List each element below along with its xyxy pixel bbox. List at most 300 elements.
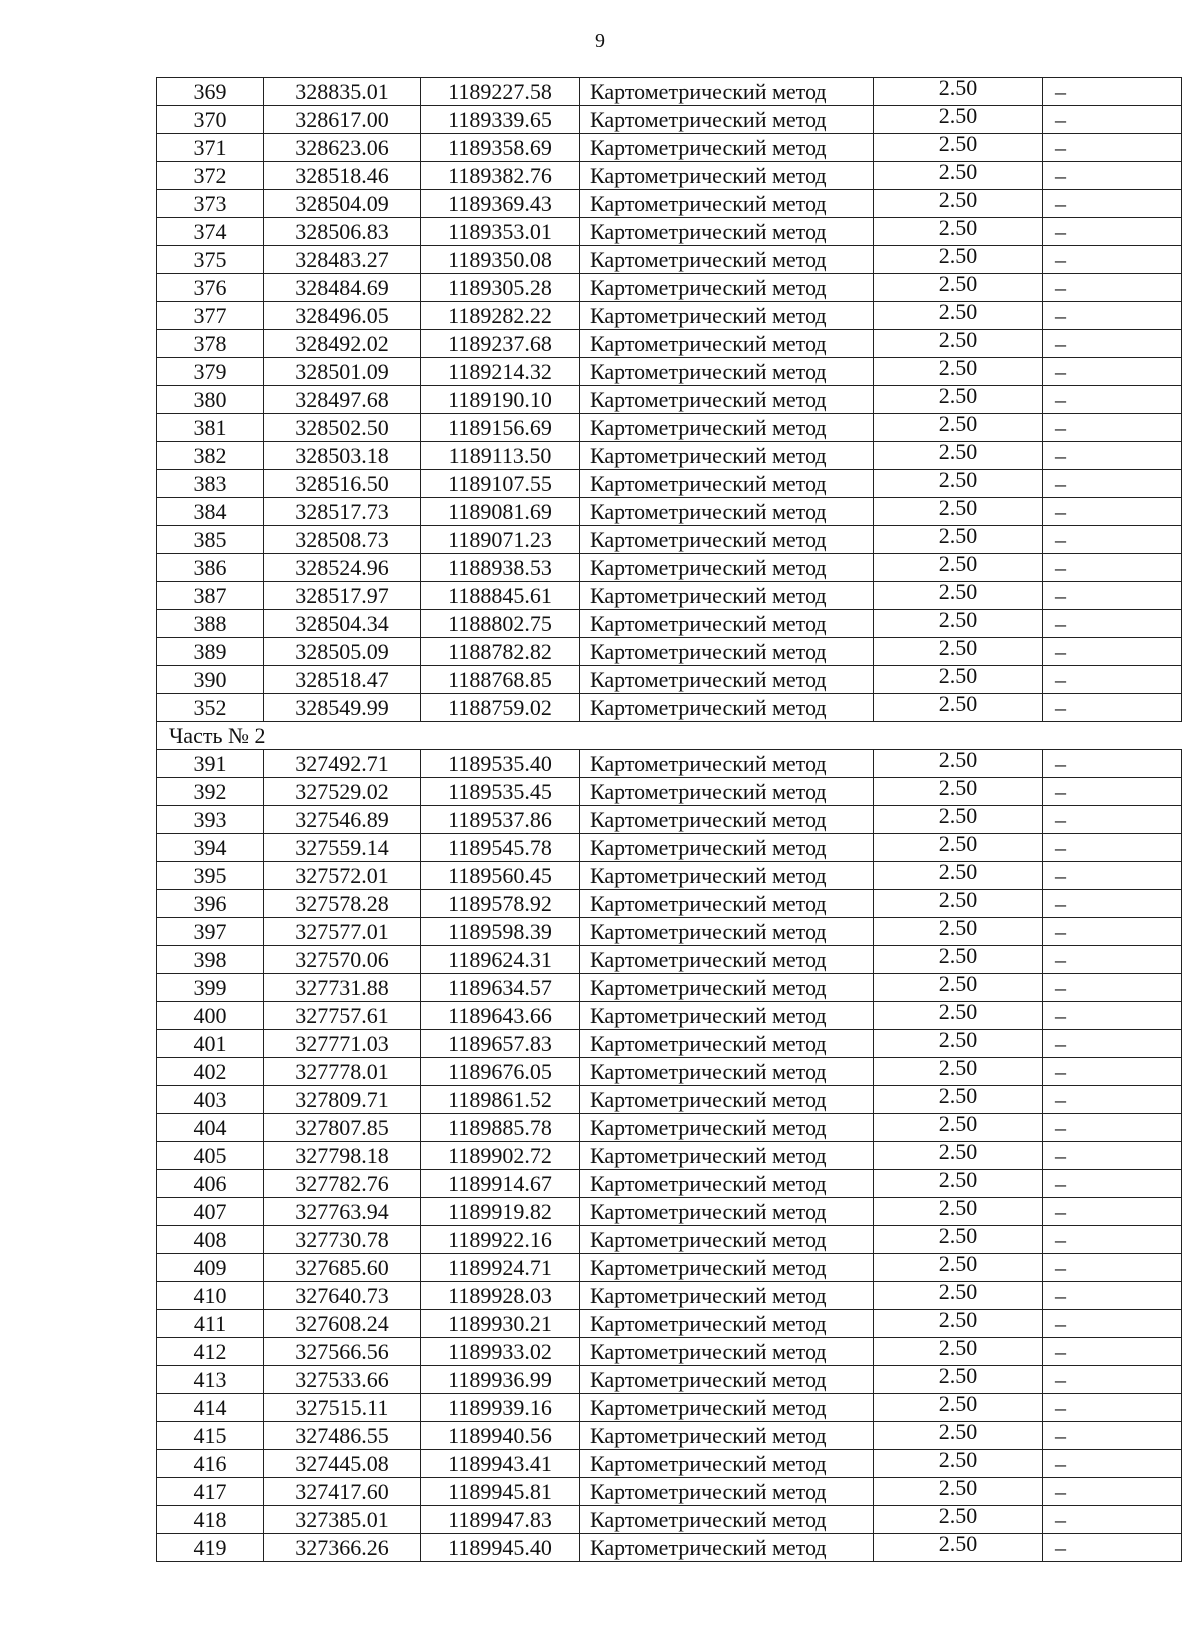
x-coordinate-cell: 328492.02 bbox=[264, 330, 421, 358]
x-coordinate-cell: 327445.08 bbox=[264, 1450, 421, 1478]
x-coordinate-cell: 328504.34 bbox=[264, 610, 421, 638]
table-row bbox=[157, 638, 1182, 666]
y-coordinate-cell: 1189861.52 bbox=[421, 1086, 580, 1114]
description-cell: – bbox=[1043, 442, 1182, 470]
table-row bbox=[157, 1198, 1182, 1226]
description-cell: – bbox=[1043, 610, 1182, 638]
accuracy-cell: 2.50 bbox=[874, 498, 1043, 526]
x-coordinate-cell: 328484.69 bbox=[264, 274, 421, 302]
y-coordinate-cell: 1189358.69 bbox=[421, 134, 580, 162]
method-cell: Картометрический метод bbox=[580, 582, 874, 610]
point-number-cell: 403 bbox=[157, 1086, 264, 1114]
accuracy-cell: 2.50 bbox=[874, 442, 1043, 470]
point-number-cell: 418 bbox=[157, 1506, 264, 1534]
method-cell: Картометрический метод bbox=[580, 1086, 874, 1114]
point-number-cell: 383 bbox=[157, 470, 264, 498]
table-row bbox=[157, 106, 1182, 134]
method-cell: Картометрический метод bbox=[580, 162, 874, 190]
y-coordinate-cell: 1189382.76 bbox=[421, 162, 580, 190]
description-cell: – bbox=[1043, 554, 1182, 582]
x-coordinate-cell: 327546.89 bbox=[264, 806, 421, 834]
x-coordinate-cell: 327763.94 bbox=[264, 1198, 421, 1226]
point-number-cell: 399 bbox=[157, 974, 264, 1002]
method-cell: Картометрический метод bbox=[580, 946, 874, 974]
method-cell: Картометрический метод bbox=[580, 414, 874, 442]
x-coordinate-cell: 327486.55 bbox=[264, 1422, 421, 1450]
coordinates-table bbox=[156, 77, 1182, 1562]
description-cell: – bbox=[1043, 218, 1182, 246]
accuracy-cell: 2.50 bbox=[874, 1114, 1043, 1142]
y-coordinate-cell: 1189081.69 bbox=[421, 498, 580, 526]
description-cell: – bbox=[1043, 582, 1182, 610]
section-row bbox=[157, 722, 1182, 750]
point-number-cell: 415 bbox=[157, 1422, 264, 1450]
description-cell: – bbox=[1043, 834, 1182, 862]
x-coordinate-cell: 328518.46 bbox=[264, 162, 421, 190]
point-number-cell: 376 bbox=[157, 274, 264, 302]
page-number: 9 bbox=[595, 30, 605, 52]
y-coordinate-cell: 1188802.75 bbox=[421, 610, 580, 638]
accuracy-cell: 2.50 bbox=[874, 218, 1043, 246]
x-coordinate-cell: 328517.73 bbox=[264, 498, 421, 526]
accuracy-cell: 2.50 bbox=[874, 974, 1043, 1002]
x-coordinate-cell: 328517.97 bbox=[264, 582, 421, 610]
x-coordinate-cell: 327782.76 bbox=[264, 1170, 421, 1198]
description-cell: – bbox=[1043, 1226, 1182, 1254]
point-number-cell: 381 bbox=[157, 414, 264, 442]
y-coordinate-cell: 1188782.82 bbox=[421, 638, 580, 666]
point-number-cell: 391 bbox=[157, 750, 264, 778]
x-coordinate-cell: 328502.50 bbox=[264, 414, 421, 442]
method-cell: Картометрический метод bbox=[580, 246, 874, 274]
description-cell: – bbox=[1043, 1058, 1182, 1086]
point-number-cell: 414 bbox=[157, 1394, 264, 1422]
table-row bbox=[157, 1478, 1182, 1506]
accuracy-cell: 2.50 bbox=[874, 1142, 1043, 1170]
x-coordinate-cell: 328835.01 bbox=[264, 78, 421, 106]
accuracy-cell: 2.50 bbox=[874, 582, 1043, 610]
method-cell: Картометрический метод bbox=[580, 890, 874, 918]
method-cell: Картометрический метод bbox=[580, 498, 874, 526]
x-coordinate-cell: 328516.50 bbox=[264, 470, 421, 498]
y-coordinate-cell: 1189353.01 bbox=[421, 218, 580, 246]
point-number-cell: 382 bbox=[157, 442, 264, 470]
table-row bbox=[157, 610, 1182, 638]
method-cell: Картометрический метод bbox=[580, 526, 874, 554]
accuracy-cell: 2.50 bbox=[874, 1338, 1043, 1366]
accuracy-cell: 2.50 bbox=[874, 1002, 1043, 1030]
method-cell: Картометрический метод bbox=[580, 1506, 874, 1534]
method-cell: Картометрический метод bbox=[580, 834, 874, 862]
table-row bbox=[157, 918, 1182, 946]
table-row bbox=[157, 862, 1182, 890]
accuracy-cell: 2.50 bbox=[874, 358, 1043, 386]
point-number-cell: 407 bbox=[157, 1198, 264, 1226]
description-cell: – bbox=[1043, 78, 1182, 106]
table-row bbox=[157, 666, 1182, 694]
accuracy-cell: 2.50 bbox=[874, 162, 1043, 190]
table-row bbox=[157, 274, 1182, 302]
table-row bbox=[157, 834, 1182, 862]
accuracy-cell: 2.50 bbox=[874, 1226, 1043, 1254]
point-number-cell: 375 bbox=[157, 246, 264, 274]
accuracy-cell: 2.50 bbox=[874, 1506, 1043, 1534]
method-cell: Картометрический метод bbox=[580, 1282, 874, 1310]
table-row bbox=[157, 1002, 1182, 1030]
accuracy-cell: 2.50 bbox=[874, 834, 1043, 862]
y-coordinate-cell: 1189113.50 bbox=[421, 442, 580, 470]
description-cell: – bbox=[1043, 1142, 1182, 1170]
table-row bbox=[157, 1338, 1182, 1366]
table-row bbox=[157, 1058, 1182, 1086]
accuracy-cell: 2.50 bbox=[874, 78, 1043, 106]
accuracy-cell: 2.50 bbox=[874, 106, 1043, 134]
point-number-cell: 395 bbox=[157, 862, 264, 890]
method-cell: Картометрический метод bbox=[580, 918, 874, 946]
description-cell: – bbox=[1043, 1310, 1182, 1338]
y-coordinate-cell: 1189624.31 bbox=[421, 946, 580, 974]
part1-rows bbox=[157, 78, 1182, 722]
y-coordinate-cell: 1189885.78 bbox=[421, 1114, 580, 1142]
y-coordinate-cell: 1189902.72 bbox=[421, 1142, 580, 1170]
point-number-cell: 411 bbox=[157, 1310, 264, 1338]
description-cell: – bbox=[1043, 806, 1182, 834]
y-coordinate-cell: 1189227.58 bbox=[421, 78, 580, 106]
method-cell: Картометрический метод bbox=[580, 1030, 874, 1058]
x-coordinate-cell: 327570.06 bbox=[264, 946, 421, 974]
y-coordinate-cell: 1189676.05 bbox=[421, 1058, 580, 1086]
x-coordinate-cell: 327417.60 bbox=[264, 1478, 421, 1506]
table-row bbox=[157, 1282, 1182, 1310]
method-cell: Картометрический метод bbox=[580, 1142, 874, 1170]
x-coordinate-cell: 327559.14 bbox=[264, 834, 421, 862]
y-coordinate-cell: 1189535.40 bbox=[421, 750, 580, 778]
part2-rows bbox=[157, 750, 1182, 1562]
y-coordinate-cell: 1189350.08 bbox=[421, 246, 580, 274]
point-number-cell: 387 bbox=[157, 582, 264, 610]
table-row bbox=[157, 974, 1182, 1002]
description-cell: – bbox=[1043, 974, 1182, 1002]
table-row bbox=[157, 162, 1182, 190]
x-coordinate-cell: 327807.85 bbox=[264, 1114, 421, 1142]
y-coordinate-cell: 1188845.61 bbox=[421, 582, 580, 610]
x-coordinate-cell: 328623.06 bbox=[264, 134, 421, 162]
method-cell: Картометрический метод bbox=[580, 778, 874, 806]
y-coordinate-cell: 1189339.65 bbox=[421, 106, 580, 134]
description-cell: – bbox=[1043, 1030, 1182, 1058]
description-cell: – bbox=[1043, 1450, 1182, 1478]
y-coordinate-cell: 1189305.28 bbox=[421, 274, 580, 302]
table-row bbox=[157, 442, 1182, 470]
point-number-cell: 400 bbox=[157, 1002, 264, 1030]
x-coordinate-cell: 328503.18 bbox=[264, 442, 421, 470]
accuracy-cell: 2.50 bbox=[874, 1058, 1043, 1086]
table-row bbox=[157, 1142, 1182, 1170]
method-cell: Картометрический метод bbox=[580, 106, 874, 134]
method-cell: Картометрический метод bbox=[580, 750, 874, 778]
accuracy-cell: 2.50 bbox=[874, 918, 1043, 946]
x-coordinate-cell: 328496.05 bbox=[264, 302, 421, 330]
x-coordinate-cell: 327778.01 bbox=[264, 1058, 421, 1086]
accuracy-cell: 2.50 bbox=[874, 1534, 1043, 1562]
method-cell: Картометрический метод bbox=[580, 974, 874, 1002]
table-row bbox=[157, 1226, 1182, 1254]
point-number-cell: 389 bbox=[157, 638, 264, 666]
point-number-cell: 352 bbox=[157, 694, 264, 722]
description-cell: – bbox=[1043, 106, 1182, 134]
point-number-cell: 417 bbox=[157, 1478, 264, 1506]
y-coordinate-cell: 1189928.03 bbox=[421, 1282, 580, 1310]
description-cell: – bbox=[1043, 162, 1182, 190]
method-cell: Картометрический метод bbox=[580, 694, 874, 722]
x-coordinate-cell: 328524.96 bbox=[264, 554, 421, 582]
accuracy-cell: 2.50 bbox=[874, 1394, 1043, 1422]
table-row bbox=[157, 78, 1182, 106]
description-cell: – bbox=[1043, 246, 1182, 274]
method-cell: Картометрический метод bbox=[580, 386, 874, 414]
accuracy-cell: 2.50 bbox=[874, 1198, 1043, 1226]
description-cell: – bbox=[1043, 1114, 1182, 1142]
accuracy-cell: 2.50 bbox=[874, 1366, 1043, 1394]
accuracy-cell: 2.50 bbox=[874, 246, 1043, 274]
y-coordinate-cell: 1189578.92 bbox=[421, 890, 580, 918]
description-cell: – bbox=[1043, 526, 1182, 554]
x-coordinate-cell: 327757.61 bbox=[264, 1002, 421, 1030]
x-coordinate-cell: 328504.09 bbox=[264, 190, 421, 218]
table-row bbox=[157, 1310, 1182, 1338]
y-coordinate-cell: 1189936.99 bbox=[421, 1366, 580, 1394]
table-row bbox=[157, 1534, 1182, 1562]
description-cell: – bbox=[1043, 358, 1182, 386]
method-cell: Картометрический метод bbox=[580, 302, 874, 330]
y-coordinate-cell: 1189156.69 bbox=[421, 414, 580, 442]
x-coordinate-cell: 327529.02 bbox=[264, 778, 421, 806]
point-number-cell: 401 bbox=[157, 1030, 264, 1058]
description-cell: – bbox=[1043, 890, 1182, 918]
x-coordinate-cell: 327640.73 bbox=[264, 1282, 421, 1310]
x-coordinate-cell: 327572.01 bbox=[264, 862, 421, 890]
x-coordinate-cell: 328508.73 bbox=[264, 526, 421, 554]
accuracy-cell: 2.50 bbox=[874, 274, 1043, 302]
method-cell: Картометрический метод bbox=[580, 470, 874, 498]
description-cell: – bbox=[1043, 694, 1182, 722]
point-number-cell: 384 bbox=[157, 498, 264, 526]
table-row bbox=[157, 470, 1182, 498]
description-cell: – bbox=[1043, 302, 1182, 330]
y-coordinate-cell: 1189369.43 bbox=[421, 190, 580, 218]
description-cell: – bbox=[1043, 1170, 1182, 1198]
table-row bbox=[157, 190, 1182, 218]
y-coordinate-cell: 1189657.83 bbox=[421, 1030, 580, 1058]
accuracy-cell: 2.50 bbox=[874, 190, 1043, 218]
point-number-cell: 379 bbox=[157, 358, 264, 386]
point-number-cell: 396 bbox=[157, 890, 264, 918]
x-coordinate-cell: 327366.26 bbox=[264, 1534, 421, 1562]
accuracy-cell: 2.50 bbox=[874, 946, 1043, 974]
accuracy-cell: 2.50 bbox=[874, 470, 1043, 498]
table-row bbox=[157, 498, 1182, 526]
x-coordinate-cell: 327809.71 bbox=[264, 1086, 421, 1114]
description-cell: – bbox=[1043, 1422, 1182, 1450]
method-cell: Картометрический метод bbox=[580, 1198, 874, 1226]
y-coordinate-cell: 1189922.16 bbox=[421, 1226, 580, 1254]
table-row bbox=[157, 302, 1182, 330]
x-coordinate-cell: 328483.27 bbox=[264, 246, 421, 274]
table-row bbox=[157, 582, 1182, 610]
description-cell: – bbox=[1043, 134, 1182, 162]
point-number-cell: 406 bbox=[157, 1170, 264, 1198]
description-cell: – bbox=[1043, 470, 1182, 498]
method-cell: Картометрический метод bbox=[580, 638, 874, 666]
description-cell: – bbox=[1043, 1254, 1182, 1282]
table-row bbox=[157, 330, 1182, 358]
point-number-cell: 370 bbox=[157, 106, 264, 134]
y-coordinate-cell: 1189643.66 bbox=[421, 1002, 580, 1030]
table-row bbox=[157, 386, 1182, 414]
point-number-cell: 386 bbox=[157, 554, 264, 582]
accuracy-cell: 2.50 bbox=[874, 1254, 1043, 1282]
table-row bbox=[157, 134, 1182, 162]
y-coordinate-cell: 1189924.71 bbox=[421, 1254, 580, 1282]
accuracy-cell: 2.50 bbox=[874, 1086, 1043, 1114]
description-cell: – bbox=[1043, 330, 1182, 358]
method-cell: Картометрический метод bbox=[580, 218, 874, 246]
point-number-cell: 377 bbox=[157, 302, 264, 330]
accuracy-cell: 2.50 bbox=[874, 1422, 1043, 1450]
description-cell: – bbox=[1043, 1394, 1182, 1422]
point-number-cell: 371 bbox=[157, 134, 264, 162]
accuracy-cell: 2.50 bbox=[874, 666, 1043, 694]
point-number-cell: 393 bbox=[157, 806, 264, 834]
point-number-cell: 405 bbox=[157, 1142, 264, 1170]
table-row bbox=[157, 358, 1182, 386]
method-cell: Картометрический метод bbox=[580, 442, 874, 470]
method-cell: Картометрический метод bbox=[580, 1422, 874, 1450]
x-coordinate-cell: 327577.01 bbox=[264, 918, 421, 946]
point-number-cell: 380 bbox=[157, 386, 264, 414]
x-coordinate-cell: 327685.60 bbox=[264, 1254, 421, 1282]
accuracy-cell: 2.50 bbox=[874, 806, 1043, 834]
y-coordinate-cell: 1189945.81 bbox=[421, 1478, 580, 1506]
point-number-cell: 385 bbox=[157, 526, 264, 554]
table-row bbox=[157, 694, 1182, 722]
accuracy-cell: 2.50 bbox=[874, 610, 1043, 638]
point-number-cell: 373 bbox=[157, 190, 264, 218]
point-number-cell: 374 bbox=[157, 218, 264, 246]
accuracy-cell: 2.50 bbox=[874, 526, 1043, 554]
method-cell: Картометрический метод bbox=[580, 274, 874, 302]
y-coordinate-cell: 1189071.23 bbox=[421, 526, 580, 554]
description-cell: – bbox=[1043, 1086, 1182, 1114]
description-cell: – bbox=[1043, 666, 1182, 694]
y-coordinate-cell: 1189535.45 bbox=[421, 778, 580, 806]
point-number-cell: 392 bbox=[157, 778, 264, 806]
description-cell: – bbox=[1043, 386, 1182, 414]
table-row bbox=[157, 526, 1182, 554]
y-coordinate-cell: 1189107.55 bbox=[421, 470, 580, 498]
y-coordinate-cell: 1188759.02 bbox=[421, 694, 580, 722]
x-coordinate-cell: 327771.03 bbox=[264, 1030, 421, 1058]
method-cell: Картометрический метод bbox=[580, 1394, 874, 1422]
table-row bbox=[157, 1366, 1182, 1394]
point-number-cell: 413 bbox=[157, 1366, 264, 1394]
table-row bbox=[157, 1394, 1182, 1422]
description-cell: – bbox=[1043, 1506, 1182, 1534]
table-row bbox=[157, 946, 1182, 974]
y-coordinate-cell: 1189930.21 bbox=[421, 1310, 580, 1338]
method-cell: Картометрический метод bbox=[580, 134, 874, 162]
accuracy-cell: 2.50 bbox=[874, 1030, 1043, 1058]
description-cell: – bbox=[1043, 1002, 1182, 1030]
description-cell: – bbox=[1043, 414, 1182, 442]
method-cell: Картометрический метод bbox=[580, 554, 874, 582]
point-number-cell: 398 bbox=[157, 946, 264, 974]
point-number-cell: 402 bbox=[157, 1058, 264, 1086]
method-cell: Картометрический метод bbox=[580, 78, 874, 106]
method-cell: Картометрический метод bbox=[580, 862, 874, 890]
point-number-cell: 419 bbox=[157, 1534, 264, 1562]
description-cell: – bbox=[1043, 1366, 1182, 1394]
x-coordinate-cell: 328617.00 bbox=[264, 106, 421, 134]
point-number-cell: 394 bbox=[157, 834, 264, 862]
accuracy-cell: 2.50 bbox=[874, 134, 1043, 162]
description-cell: – bbox=[1043, 946, 1182, 974]
y-coordinate-cell: 1189933.02 bbox=[421, 1338, 580, 1366]
description-cell: – bbox=[1043, 1198, 1182, 1226]
point-number-cell: 416 bbox=[157, 1450, 264, 1478]
y-coordinate-cell: 1189560.45 bbox=[421, 862, 580, 890]
accuracy-cell: 2.50 bbox=[874, 750, 1043, 778]
table-row bbox=[157, 246, 1182, 274]
table-row bbox=[157, 890, 1182, 918]
y-coordinate-cell: 1189945.40 bbox=[421, 1534, 580, 1562]
method-cell: Картометрический метод bbox=[580, 1338, 874, 1366]
table-row bbox=[157, 1030, 1182, 1058]
table-row bbox=[157, 1422, 1182, 1450]
method-cell: Картометрический метод bbox=[580, 1450, 874, 1478]
y-coordinate-cell: 1189237.68 bbox=[421, 330, 580, 358]
x-coordinate-cell: 327385.01 bbox=[264, 1506, 421, 1534]
table-row bbox=[157, 1506, 1182, 1534]
x-coordinate-cell: 327731.88 bbox=[264, 974, 421, 1002]
table-row bbox=[157, 750, 1182, 778]
y-coordinate-cell: 1189939.16 bbox=[421, 1394, 580, 1422]
x-coordinate-cell: 327515.11 bbox=[264, 1394, 421, 1422]
description-cell: – bbox=[1043, 918, 1182, 946]
method-cell: Картометрический метод bbox=[580, 190, 874, 218]
x-coordinate-cell: 328505.09 bbox=[264, 638, 421, 666]
method-cell: Картометрический метод bbox=[580, 1366, 874, 1394]
description-cell: – bbox=[1043, 750, 1182, 778]
accuracy-cell: 2.50 bbox=[874, 1310, 1043, 1338]
accuracy-cell: 2.50 bbox=[874, 1450, 1043, 1478]
point-number-cell: 372 bbox=[157, 162, 264, 190]
table-row bbox=[157, 1450, 1182, 1478]
point-number-cell: 408 bbox=[157, 1226, 264, 1254]
x-coordinate-cell: 327798.18 bbox=[264, 1142, 421, 1170]
table-row bbox=[157, 806, 1182, 834]
method-cell: Картометрический метод bbox=[580, 1114, 874, 1142]
description-cell: – bbox=[1043, 1534, 1182, 1562]
accuracy-cell: 2.50 bbox=[874, 1170, 1043, 1198]
x-coordinate-cell: 327608.24 bbox=[264, 1310, 421, 1338]
x-coordinate-cell: 328506.83 bbox=[264, 218, 421, 246]
method-cell: Картометрический метод bbox=[580, 1002, 874, 1030]
accuracy-cell: 2.50 bbox=[874, 1478, 1043, 1506]
table-row bbox=[157, 218, 1182, 246]
accuracy-cell: 2.50 bbox=[874, 414, 1043, 442]
method-cell: Картометрический метод bbox=[580, 1058, 874, 1086]
